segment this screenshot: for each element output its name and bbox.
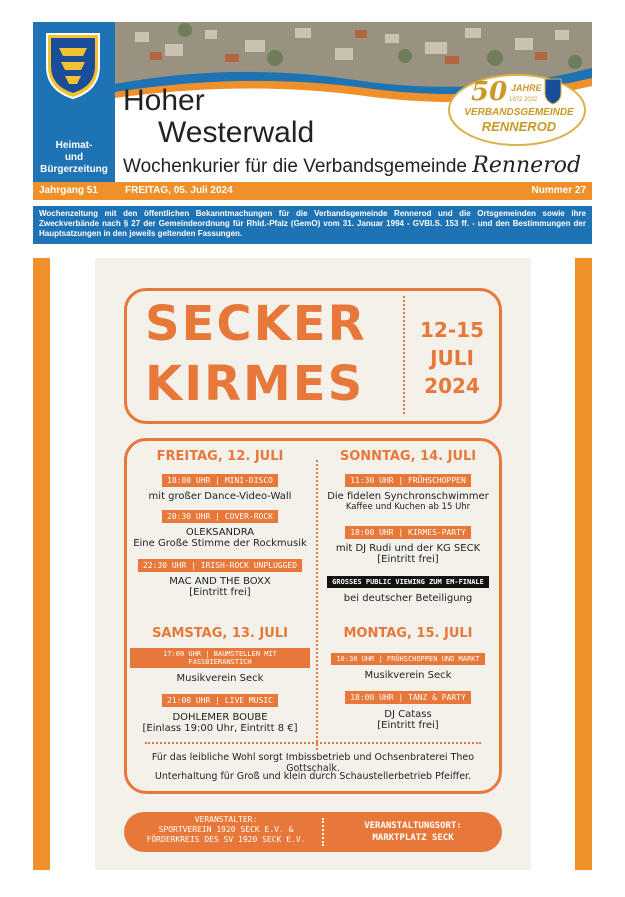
legal-notice: Wochenzeitung mit den öffentlichen Bekanntmachungen für die Verbandsgemeinde Rennerod und die Ortsgemeinden sowie ihre Zweckverbände nach § 27 der Gemeindeordnung für Rhld.-Pfalz (GemO) vom 31. Januar 1994 - GVBl.S. 153 ff. - und den Bestimmungen der Hauptsatzungen in den jeweils geltenden Fassungen. [33, 206, 592, 244]
subtitle-town: Rennerod [472, 153, 582, 178]
monday-block [318, 626, 498, 731]
sunday-pill-3: GROSSES PUBLIC VIEWING ZUM EM-FINALE [327, 576, 489, 588]
sunday-line-3: mit DJ Rudi und der KG SECK [335, 543, 481, 554]
entertainment-note: Unterhaltung für Groß und klein durch Schaustellerbetrieb Pfeiffer. [154, 771, 472, 782]
jubilee-badge [447, 73, 587, 147]
saturday-heading: SAMSTAG, 13. JULI [152, 626, 288, 641]
newspaper-title-line1: Hoher [123, 84, 205, 117]
sunday-line-2: Kaffee und Kuchen ab 15 Uhr [345, 502, 471, 512]
newspaper-subtitle [123, 153, 581, 178]
organizer-line-2: FÖRDERKREIS DES SV 1920 SECK E.V. [146, 835, 306, 844]
issue-number: Nummer 27 [531, 185, 586, 196]
sunday-line-5: bei deutscher Beteiligung [343, 593, 473, 604]
heimat-label: Heimat- und Bürgerzeitung [40, 140, 108, 175]
jubilee-word: JAHRE [511, 83, 542, 93]
friday-heading: FREITAG, 12. JULI [156, 449, 284, 464]
venue-label: VERANSTALTUNGSORT: [364, 821, 462, 831]
monday-line-2: DJ Catass [384, 709, 432, 720]
poster-date-line1: 12-15 [420, 318, 484, 342]
poster-title-line1: SECKER [145, 296, 367, 352]
sunday-block [318, 449, 498, 604]
sunday-heading: SONNTAG, 14. JULI [339, 449, 477, 464]
issue-bar [33, 182, 592, 200]
friday-pill-3: 22:30 UHR | IRISH-ROCK UNPLUGGED [138, 559, 302, 572]
jubilee-number: 50 [471, 77, 508, 107]
monday-pill-1: 10:30 UHR | FRÜHSCHOPPEN UND MARKT [331, 653, 484, 665]
catering-note: Für das leibliche Wohl sorgt Imbissbetrieb und Ochsenbraterei Theo Gottschalk. [151, 752, 475, 774]
poster-date-line2: JULI [430, 346, 474, 370]
monday-heading: MONTAG, 15. JULI [343, 626, 473, 641]
program-row-divider [145, 742, 481, 744]
organizer-label: VERANSTALTER: [194, 815, 258, 824]
friday-line-2: OLEKSANDRA [185, 527, 255, 538]
venue-name: MARKTPLATZ SECK [372, 833, 454, 843]
friday-line-4: MAC AND THE BOXX [169, 576, 271, 587]
friday-pill-2: 20:30 UHR | COVER-ROCK [162, 510, 278, 523]
organizer-line-1: SPORTVEREIN 1920 SECK E.V. & [158, 825, 294, 834]
poster-right-stripe [575, 258, 592, 870]
organizer-block [134, 815, 318, 845]
saturday-pill-1: 17:00 UHR | BAUMSTELLEN MIT FASSBIERANSTICH [130, 648, 310, 668]
poster-date-line3: 2024 [424, 374, 480, 398]
friday-pill-1: 18:00 UHR | MINI-DISCO [162, 474, 278, 487]
coat-of-arms-icon [43, 30, 103, 100]
friday-line-5: [Eintritt frei] [189, 587, 251, 598]
issue-date: FREITAG, 05. Juli 2024 [125, 185, 233, 196]
saturday-pill-2: 21:00 UHR | LIVE MUSIC [162, 694, 278, 707]
title-divider [403, 296, 405, 414]
venue-block [328, 820, 498, 844]
saturday-line-1: Musikverein Seck [176, 673, 264, 684]
friday-line-3: Eine Große Stimme der Rockmusik [133, 538, 307, 549]
saturday-line-3: [Einlass 19:00 Uhr, Eintritt 8 €] [142, 723, 298, 734]
monday-line-3: [Eintritt frei] [377, 720, 439, 731]
organizer-divider [322, 818, 324, 846]
saturday-block [130, 626, 310, 734]
saturday-line-2: DOHLEMER BOUBE [172, 712, 268, 723]
jubilee-years: 1972 2022 [509, 97, 538, 103]
monday-line-1: Musikverein Seck [364, 670, 452, 681]
jubilee-line1: VERBANDSGEMEINDE [464, 107, 574, 118]
newspaper-title-line2: Westerwald [158, 116, 315, 149]
sunday-pill-1: 11:30 UHR | FRÜHSCHOPPEN [345, 474, 471, 487]
monday-pill-2: 18:00 UHR | TANZ & PARTY [345, 691, 471, 704]
sunday-line-1: Die fidelen Synchronschwimmer [327, 491, 489, 502]
issue-volume: Jahrgang 51 [39, 185, 98, 196]
poster-title-line2: KIRMES [145, 356, 365, 412]
poster-left-stripe [33, 258, 50, 870]
friday-line-1: mit großer Dance-Video-Wall [148, 491, 292, 502]
sunday-pill-2: 18:00 UHR | KIRMES-PARTY [345, 526, 471, 539]
subtitle-text: Wochenkurier für die Verbandsgemeinde [123, 156, 467, 177]
sunday-line-4: [Eintritt frei] [377, 554, 439, 565]
jubilee-line2: RENNEROD [481, 119, 557, 134]
friday-block [130, 449, 310, 598]
